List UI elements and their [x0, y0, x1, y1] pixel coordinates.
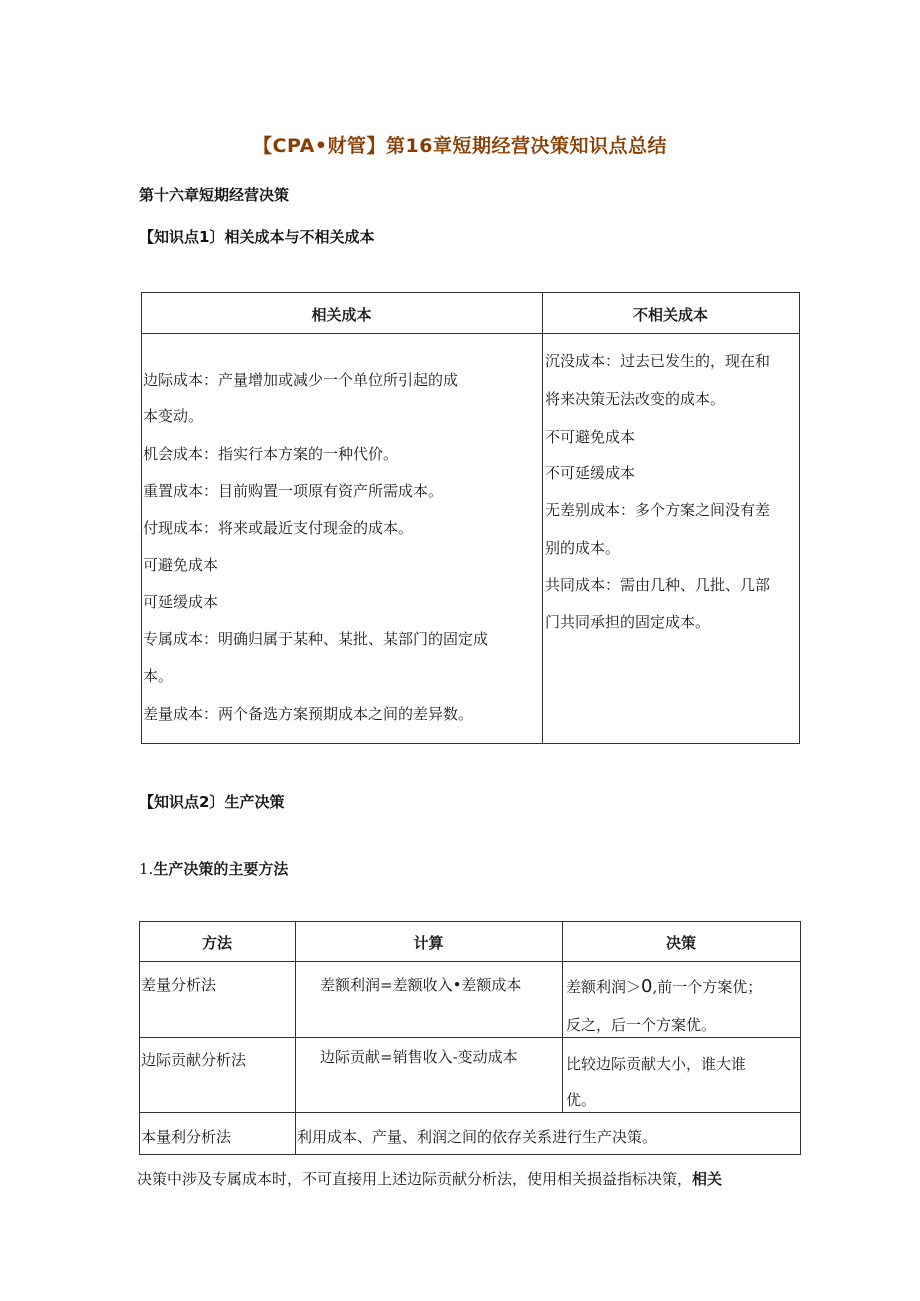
relevant-line: 本。: [143, 667, 174, 685]
header-relevant-cost: 相关成本: [311, 306, 372, 324]
irrelevant-line: 不可延缓成本: [545, 464, 636, 482]
calc-cell: 差额利润=差额收入•差额成本: [320, 976, 522, 994]
decision-zero: 0: [641, 976, 653, 997]
calc-cell: 边际贡献=销售收入-变动成本: [320, 1048, 518, 1066]
col-header-decision: 决策: [665, 934, 696, 952]
decision-cell-line: 反之，后一个方案优。: [566, 1016, 717, 1034]
relevant-line: 可避免成本: [143, 556, 219, 574]
subheading-text: 生产决策的主要方法: [153, 860, 289, 878]
decision-cell-line: [566, 976, 762, 997]
relevant-line: 可延缓成本: [143, 593, 219, 611]
relevant-line: 差量成本：两个备选方案预期成本之间的差异数。: [143, 705, 474, 723]
merged-cell: 利用成本、产量、利润之间的依存关系进行生产决策。: [297, 1128, 658, 1146]
kp2-heading: 【知识点2〕生产决策: [139, 793, 285, 811]
irrelevant-line: 将来决策无法改变的成本。: [545, 390, 726, 408]
decision-cell-line: 优。: [566, 1091, 597, 1109]
irrelevant-line: 共同成本：需由几种、几批、几部: [545, 576, 771, 594]
decision-text: ,前一个方案优；: [652, 978, 763, 996]
relevant-line: 边际成本：产量增加或减少一个单位所引起的成: [143, 371, 459, 389]
footer-bold: 相关: [692, 1170, 723, 1188]
relevant-line: 付现成本：将来或最近支付现金的成本。: [143, 519, 414, 537]
method-cell: 本量利分析法: [141, 1128, 232, 1146]
irrelevant-line: 别的成本。: [545, 539, 621, 557]
method-cell: 边际贡献分析法: [141, 1051, 247, 1069]
relevant-line: 重置成本：目前购置一项原有资产所需成本。: [143, 482, 444, 500]
col-header-calc: 计算: [413, 934, 444, 952]
chapter-heading: 第十六章短期经营决策: [139, 186, 290, 204]
irrelevant-line: 沉没成本：过去已发生的，现在和: [545, 352, 771, 370]
irrelevant-line: 不可避免成本: [545, 428, 636, 446]
relevant-line: 专属成本：明确归属于某种、某批、某部门的固定成: [143, 630, 489, 648]
decision-cell-line: 比较边际贡献大小，谁大谁: [566, 1055, 747, 1073]
relevant-line: 本变动。: [143, 407, 204, 425]
subheading: [139, 858, 288, 879]
irrelevant-line: 门共同承担的固定成本。: [545, 613, 711, 631]
irrelevant-line: 无差别成本：多个方案之间没有差: [545, 501, 771, 519]
subheading-number: 1.: [139, 860, 154, 878]
footer-paragraph: [137, 1169, 722, 1189]
col-header-method: 方法: [201, 934, 232, 952]
header-irrelevant-cost: 不相关成本: [632, 306, 708, 324]
document-title: 【CPA•财管】第16章短期经营决策知识点总结: [253, 135, 667, 157]
kp1-heading: 【知识点1〕相关成本与不相关成本: [139, 228, 375, 246]
method-cell: 差量分析法: [141, 976, 217, 994]
footer-text: 决策中涉及专属成本时，不可直接用上述边际贡献分析法，使用相关损益指标决策，: [137, 1170, 693, 1188]
relevant-line: 机会成本：指实行本方案的一种代价。: [143, 445, 399, 463]
decision-text: 差额利润＞: [566, 978, 642, 996]
